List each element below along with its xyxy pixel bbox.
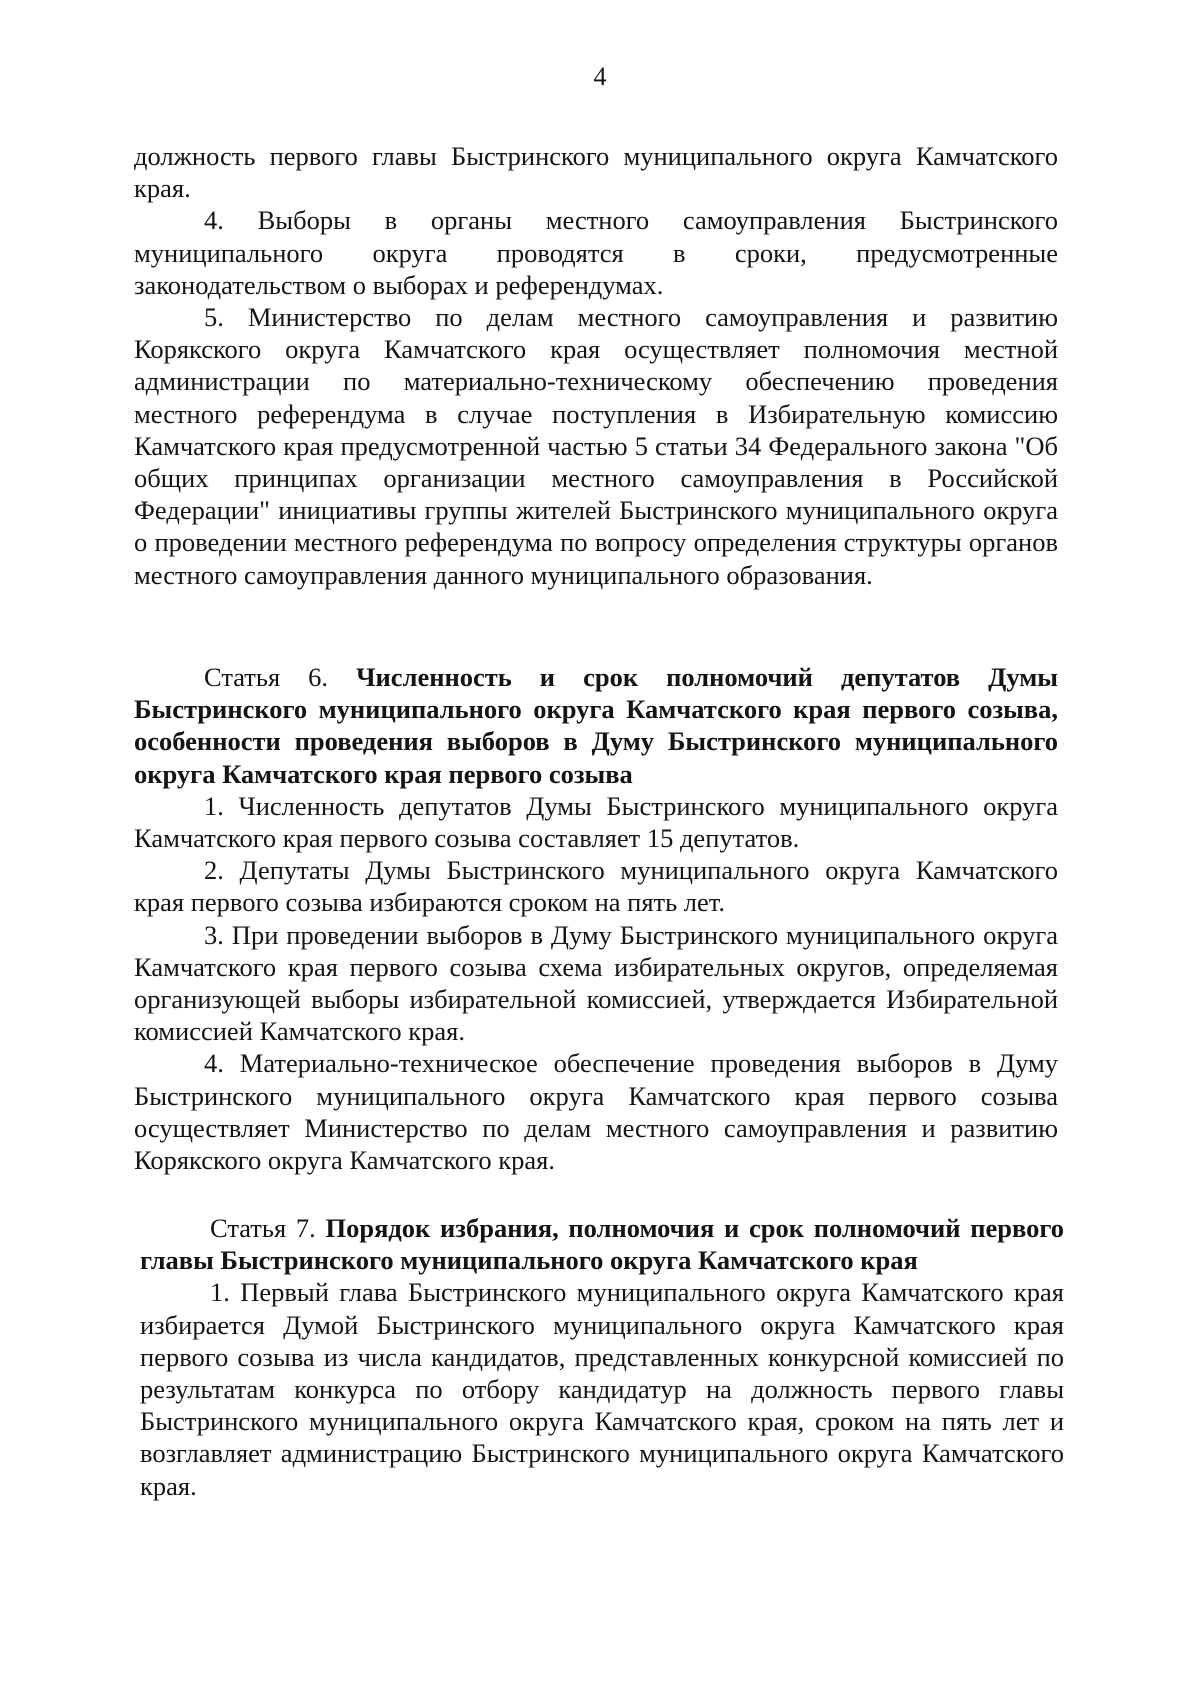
paragraph-4: 4. Выборы в органы местного самоуправления Быстринского муниципального округа проводятся в сроки, предусмотренные законодательством о выборах и референдумах. (134, 205, 1058, 300)
article-7-title: Порядок избрания, полномочия и срок полномочий первого главы Быстринского муниципального округа Камчатского края (140, 1213, 1064, 1276)
continuation-paragraph: должность первого главы Быстринского муниципального округа Камчатского края. (134, 141, 1058, 204)
article-6-title: Численность и срок полномочий депутатов Думы Быстринского муниципального округа Камчатского края первого созыва, особенности проведения выборов в Думу Быстринского муниципального округа Камчатского края первого созыва (134, 662, 1058, 789)
article-6-paragraph-4: 4. Материально-техническое обеспечение проведения выборов в Думу Быстринского муниципального округа Камчатского края первого созыва осуществляет Министерство по делам местного самоуправления и развитию Корякского округа Камчатского края. (134, 1048, 1058, 1176)
article-6 (134, 661, 1058, 1176)
page-number: 4 (593, 62, 607, 91)
intro-section (134, 140, 1058, 591)
article-6-paragraph-1: 1. Численность депутатов Думы Быстринского муниципального округа Камчатского края первого созыва составляет 15 депутатов. (134, 790, 1058, 854)
article-6-heading (134, 661, 1058, 790)
paragraph-5: 5. Министерство по делам местного самоуправления и развитию Корякского округа Камчатского края осуществляет полномочия местной администрации по материально-техническому обеспечению проведения местного референдума в случае поступления в Избирательную комиссию Камчатского края предусмотренной частью 5 статьи 34 Федерального закона "Об общих принципах организации местного самоуправления в Российской Федерации" инициативы группы жителей Быстринского муниципального округа о проведении местного референдума по вопросу определения структуры органов местного самоуправления данного муниципального образования. (134, 302, 1058, 590)
article-6-paragraph-3: 3. При проведении выборов в Думу Быстринского муниципального округа Камчатского края первого созыва схема избирательных округов, определяемая организующей выборы избирательной комиссией, утверждается Избирательной комиссией Камчатского края. (134, 919, 1058, 1047)
article-7-label: Статья 7. (210, 1213, 316, 1243)
article-7-heading (140, 1212, 1064, 1276)
article-6-paragraph-2: 2. Депутаты Думы Быстринского муниципального округа Камчатского края первого созыва избираются сроком на пять лет. (134, 855, 1058, 918)
article-7-paragraph-1: 1. Первый глава Быстринского муниципального округа Камчатского края избирается Думой Быстринского муниципального округа Камчатского края первого созыва из числа кандидатов, представленных конкурсной комиссией по результатам конкурса по отбору кандидатур на должность первого главы Быстринского муниципального округа Камчатского края, сроком на пять лет и возглавляет администрацию Быстринского муниципального округа Камчатского края. (140, 1277, 1064, 1501)
article-7 (140, 1212, 1064, 1502)
article-6-label: Статья 6. (204, 662, 329, 692)
